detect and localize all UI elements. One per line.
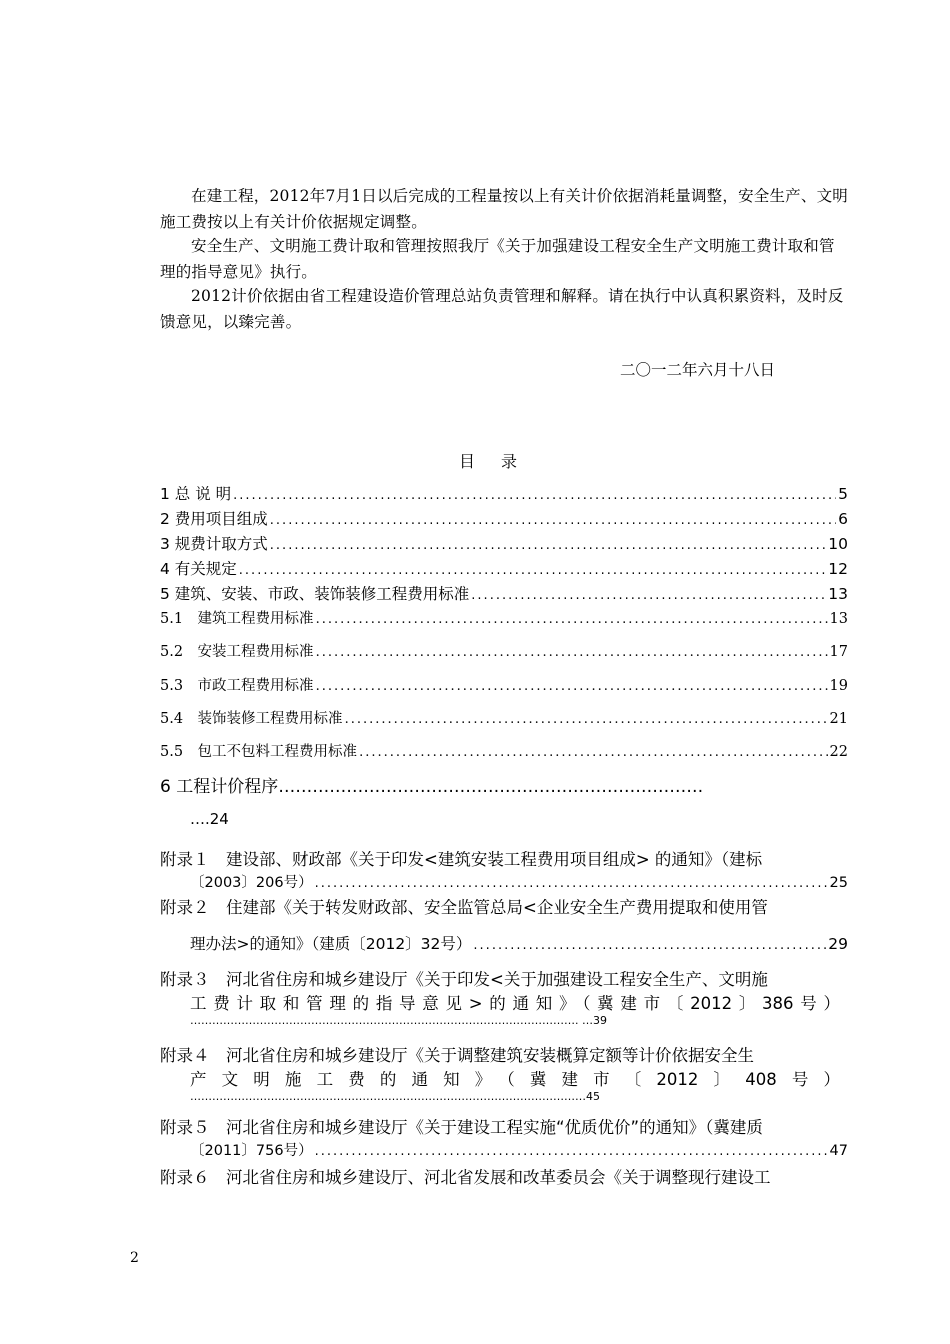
toc-subentry[interactable] — [160, 707, 848, 728]
appendix-3-line3: ……………………………………………………………………………………………. …39 — [190, 1014, 607, 1027]
toc-leader-dots — [345, 712, 828, 727]
appendix-2-line1[interactable]: 附录２ 住建部《关于转发财政部、安全监管总局<企业安全生产费用提取和使用管 — [160, 898, 768, 917]
toc-entry-page: 22 — [829, 744, 848, 760]
toc-entry-page: 13 — [828, 585, 848, 603]
toc-entry-page: 17 — [829, 644, 848, 660]
toc-entry-label: 1 总 说 明 — [160, 485, 232, 503]
toc-entry[interactable] — [160, 507, 848, 529]
toc-leader-dots — [315, 876, 828, 891]
toc-entry-6[interactable] — [160, 772, 850, 797]
toc-leader-dots: ………………………………………………………………… — [278, 777, 704, 797]
appendix-1-line2[interactable]: 〔2003〕206号） ..... 25 — [190, 871, 848, 892]
paragraph-1: 在建工程，2012年7月1日以后完成的工程量按以上有关计价依据消耗量调整，安全生产、文明施工费按以上有关计价依据规定调整。 — [160, 187, 848, 231]
toc-leader-dots — [473, 938, 826, 953]
appendix-4-line1[interactable]: 附录４ 河北省住房和城乡建设厅《关于调整建筑安装概算定额等计价依据安全生 — [160, 1046, 754, 1065]
paragraph-2: 安全生产、文明施工费计取和管理按照我厅《关于加强建设工程安全生产文明施工费计取和管理的指导意见》执行。 — [160, 237, 835, 281]
toc-entry-label: 4 有关规定 — [160, 560, 237, 578]
toc-leader-dots — [359, 745, 827, 760]
toc-entry-label: 3 规费计取方式 — [160, 535, 268, 553]
toc-entry-label: 5.3 市政工程费用标准 — [160, 678, 314, 694]
toc-subentry[interactable] — [160, 640, 848, 661]
toc-entry-page: 21 — [829, 711, 848, 727]
toc-entry-page: 13 — [829, 611, 848, 627]
toc-entry-page: 47 — [829, 1143, 848, 1159]
toc-entry-page: 19 — [829, 678, 848, 694]
toc-entry-label: 5.5 包工不包料工程费用标准 — [160, 744, 358, 760]
toc-entry-page: 25 — [829, 875, 848, 891]
toc-entry-page: 29 — [828, 935, 848, 953]
toc-leader-dots — [316, 612, 828, 627]
toc-entry-label: 5.4 装饰装修工程费用标准 — [160, 711, 343, 727]
toc-entry-label: 5.2 安装工程费用标准 — [160, 644, 314, 660]
toc-subentry[interactable] — [160, 740, 848, 761]
paragraph-3: 2012计价依据由省工程建设造价管理总站负责管理和解释。请在执行中认真积累资料，及时反馈意见，以臻完善。 — [160, 287, 844, 331]
appendix-1-line1[interactable]: 附录１ 建设部、财政部《关于印发<建筑安装工程费用项目组成> 的通知》（建标 — [160, 850, 763, 869]
toc-leader-dots — [270, 513, 836, 528]
toc-entry[interactable] — [160, 482, 848, 504]
toc-entry-6-page: ….24 — [190, 810, 229, 828]
toc-entry[interactable] — [160, 582, 848, 604]
toc-entry-label: 5 建筑、安装、市政、装饰装修工程费用标准 — [160, 585, 470, 603]
toc-entry-label: 5.1 建筑工程费用标准 — [160, 611, 314, 627]
appendix-4-line2[interactable]: 产文明施工费的通知》（冀建市〔2012〕408号） — [190, 1070, 840, 1089]
appendix-3-line1[interactable]: 附录３ 河北省住房和城乡建设厅《关于印发<关于加强建设工程安全生产、文明施 — [160, 970, 768, 989]
toc-leader-dots — [233, 488, 836, 503]
appendix-2-line2[interactable]: 理办法>的通知》（建质〔2012〕32号） ..... 29 — [190, 932, 848, 954]
toc-entry-label: 2 费用项目组成 — [160, 510, 268, 528]
toc-subentry[interactable] — [160, 607, 848, 628]
toc-leader-dots — [315, 1144, 828, 1159]
toc-title: 目录 — [459, 452, 544, 471]
toc-leader-dots — [270, 538, 826, 553]
appendix-3-line2[interactable]: 工费计取和管理的指导意见>的通知》（冀建市〔2012〕386号） — [190, 994, 840, 1013]
appendix-6-line1[interactable]: 附录６ 河北省住房和城乡建设厅、河北省发展和改革委员会《关于调整现行建设工 — [160, 1168, 771, 1187]
toc-leader-dots — [471, 588, 826, 603]
toc-entry-page: 10 — [828, 535, 848, 553]
document-date: 二〇一二年六月十八日 — [620, 361, 776, 379]
toc-entry-page: 12 — [828, 560, 848, 578]
toc-subentry[interactable] — [160, 674, 848, 695]
toc-entry-page: 6 — [838, 510, 848, 528]
appendix-5-line2[interactable]: 〔2011〕756号） ..... 47 — [190, 1139, 848, 1160]
page-number: 2 — [130, 1250, 139, 1266]
toc-leader-dots — [316, 679, 828, 694]
toc-leader-dots — [239, 563, 826, 578]
appendix-4-line3: ………………………………………………………………………………………………45 — [190, 1090, 600, 1103]
toc-leader-dots — [316, 645, 828, 660]
toc-entry-label: 6 工程计价程序 — [160, 777, 279, 797]
toc-entry[interactable] — [160, 532, 848, 554]
toc-entry[interactable] — [160, 557, 848, 579]
toc-entry-page: 5 — [838, 485, 848, 503]
appendix-5-line1[interactable]: 附录５ 河北省住房和城乡建设厅《关于建设工程实施“优质优价”的通知》（冀建质 — [160, 1118, 763, 1137]
